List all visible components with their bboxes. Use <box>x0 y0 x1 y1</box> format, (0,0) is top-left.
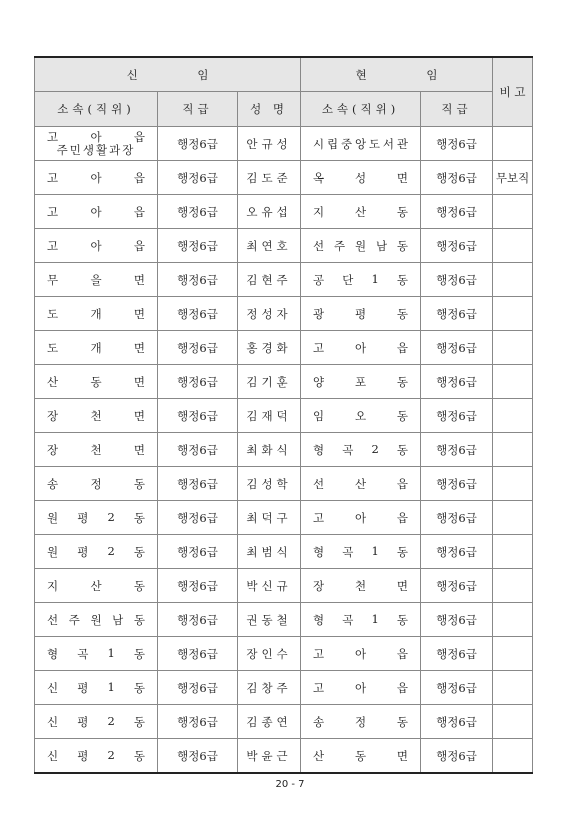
cur-grade-cell: 행정6급 <box>421 297 493 331</box>
cur-dept-cell: 광 평 동 <box>301 297 421 331</box>
new-grade-cell: 행정6급 <box>158 263 238 297</box>
new-grade-cell: 행정6급 <box>158 433 238 467</box>
new-dept-cell: 무 을 면 <box>35 263 158 297</box>
note-cell: 무보직 <box>493 161 533 195</box>
note-cell <box>493 127 533 161</box>
new-grade-cell: 행정6급 <box>158 195 238 229</box>
new-dept-cell: 고 아 읍 <box>35 161 158 195</box>
name-cell: 김기훈 <box>238 365 301 399</box>
header-remark: 비 고 <box>493 57 533 127</box>
note-cell <box>493 637 533 671</box>
table-row <box>35 433 533 467</box>
header-cur-dept: 소속(직위) <box>301 92 421 127</box>
table-row <box>35 603 533 637</box>
cur-dept-cell: 형 곡 2 동 <box>301 433 421 467</box>
cur-dept-cell: 지 산 동 <box>301 195 421 229</box>
header-new-grade: 직급 <box>158 92 238 127</box>
cur-dept-cell: 산 동 면 <box>301 739 421 774</box>
name-cell: 김창주 <box>238 671 301 705</box>
note-cell <box>493 467 533 501</box>
name-cell: 권동철 <box>238 603 301 637</box>
cur-dept-cell: 형 곡 1 동 <box>301 535 421 569</box>
new-dept-cell: 산 동 면 <box>35 365 158 399</box>
name-cell: 최화식 <box>238 433 301 467</box>
header-cur-grade: 직급 <box>421 92 493 127</box>
new-dept-cell: 송 정 동 <box>35 467 158 501</box>
cur-dept-cell: 고 아 읍 <box>301 331 421 365</box>
name-cell: 정성자 <box>238 297 301 331</box>
new-grade-cell: 행정6급 <box>158 603 238 637</box>
cur-grade-cell: 행정6급 <box>421 467 493 501</box>
cur-grade-cell: 행정6급 <box>421 739 493 774</box>
table-row <box>35 739 533 774</box>
new-grade-cell: 행정6급 <box>158 637 238 671</box>
note-cell <box>493 501 533 535</box>
new-dept-cell: 지 산 동 <box>35 569 158 603</box>
cur-grade-cell: 행정6급 <box>421 331 493 365</box>
new-dept-cell: 고 아 읍 <box>35 195 158 229</box>
new-grade-cell: 행정6급 <box>158 569 238 603</box>
cur-grade-cell: 행정6급 <box>421 399 493 433</box>
note-cell <box>493 195 533 229</box>
cur-grade-cell: 행정6급 <box>421 365 493 399</box>
cur-dept-cell: 공 단 1 동 <box>301 263 421 297</box>
new-dept-cell: 도 개 면 <box>35 297 158 331</box>
cur-dept-cell: 시 립 중 앙 도 서 관 <box>301 127 421 161</box>
name-cell: 최범식 <box>238 535 301 569</box>
name-cell: 박윤근 <box>238 739 301 774</box>
new-dept-cell: 선 주 원 남 동 <box>35 603 158 637</box>
note-cell <box>493 263 533 297</box>
note-cell <box>493 671 533 705</box>
new-dept-cell: 신 평 1 동 <box>35 671 158 705</box>
note-cell <box>493 297 533 331</box>
name-cell: 김현주 <box>238 263 301 297</box>
new-dept-cell: 원 평 2 동 <box>35 501 158 535</box>
new-grade-cell: 행정6급 <box>158 161 238 195</box>
new-dept-cell: 신 평 2 동 <box>35 705 158 739</box>
table-body <box>35 127 533 774</box>
name-cell: 김종연 <box>238 705 301 739</box>
cur-grade-cell: 행정6급 <box>421 705 493 739</box>
cur-grade-cell: 행정6급 <box>421 569 493 603</box>
name-cell: 안규성 <box>238 127 301 161</box>
name-cell: 김도준 <box>238 161 301 195</box>
cur-dept-cell: 옥 성 면 <box>301 161 421 195</box>
table-row <box>35 161 533 195</box>
cur-dept-cell: 고 아 읍 <box>301 671 421 705</box>
cur-grade-cell: 행정6급 <box>421 671 493 705</box>
cur-dept-cell: 고 아 읍 <box>301 637 421 671</box>
name-cell: 홍경화 <box>238 331 301 365</box>
cur-grade-cell: 행정6급 <box>421 229 493 263</box>
table-row <box>35 263 533 297</box>
cur-grade-cell: 행정6급 <box>421 263 493 297</box>
new-dept-cell: 원 평 2 동 <box>35 535 158 569</box>
new-grade-cell: 행정6급 <box>158 705 238 739</box>
note-cell <box>493 603 533 637</box>
note-cell <box>493 705 533 739</box>
table-row <box>35 501 533 535</box>
new-grade-cell: 행정6급 <box>158 127 238 161</box>
cur-grade-cell: 행정6급 <box>421 127 493 161</box>
new-grade-cell: 행정6급 <box>158 297 238 331</box>
new-dept-cell: 장 천 면 <box>35 399 158 433</box>
name-cell: 김성학 <box>238 467 301 501</box>
cur-dept-cell: 임 오 동 <box>301 399 421 433</box>
table-row <box>35 399 533 433</box>
table-row <box>35 637 533 671</box>
new-grade-cell: 행정6급 <box>158 501 238 535</box>
note-cell <box>493 569 533 603</box>
cur-grade-cell: 행정6급 <box>421 161 493 195</box>
new-dept-cell: 고 아 읍 주민생활과장 <box>35 127 158 161</box>
new-grade-cell: 행정6급 <box>158 671 238 705</box>
header-current: 현 임 <box>301 57 493 92</box>
cur-grade-cell: 행정6급 <box>421 535 493 569</box>
new-grade-cell: 행정6급 <box>158 365 238 399</box>
header-new: 신 임 <box>35 57 301 92</box>
name-cell: 김재덕 <box>238 399 301 433</box>
name-cell: 최연호 <box>238 229 301 263</box>
header-new-dept: 소속(직위) <box>35 92 158 127</box>
table-row <box>35 671 533 705</box>
cur-dept-cell: 선 산 읍 <box>301 467 421 501</box>
new-dept-cell: 고 아 읍 <box>35 229 158 263</box>
note-cell <box>493 433 533 467</box>
note-cell <box>493 399 533 433</box>
new-grade-cell: 행정6급 <box>158 467 238 501</box>
table-row <box>35 127 533 161</box>
personnel-table <box>34 56 533 774</box>
table-row <box>35 229 533 263</box>
name-cell: 최덕구 <box>238 501 301 535</box>
cur-dept-cell: 장 천 면 <box>301 569 421 603</box>
new-grade-cell: 행정6급 <box>158 399 238 433</box>
new-grade-cell: 행정6급 <box>158 229 238 263</box>
table-row <box>35 569 533 603</box>
cur-grade-cell: 행정6급 <box>421 433 493 467</box>
table-row <box>35 365 533 399</box>
table-row <box>35 467 533 501</box>
name-cell: 박신규 <box>238 569 301 603</box>
name-cell: 장인수 <box>238 637 301 671</box>
cur-dept-cell: 형 곡 1 동 <box>301 603 421 637</box>
new-dept-cell: 도 개 면 <box>35 331 158 365</box>
cur-dept-cell: 송 정 동 <box>301 705 421 739</box>
new-grade-cell: 행정6급 <box>158 535 238 569</box>
cur-grade-cell: 행정6급 <box>421 195 493 229</box>
table-row <box>35 705 533 739</box>
header-name: 성 명 <box>238 92 301 127</box>
new-grade-cell: 행정6급 <box>158 331 238 365</box>
table-row <box>35 297 533 331</box>
name-cell: 오유섭 <box>238 195 301 229</box>
cur-dept-cell: 선 주 원 남 동 <box>301 229 421 263</box>
note-cell <box>493 331 533 365</box>
note-cell <box>493 229 533 263</box>
page-number: 20 - 7 <box>275 779 305 790</box>
table-row <box>35 535 533 569</box>
table-row <box>35 195 533 229</box>
note-cell <box>493 365 533 399</box>
note-cell <box>493 535 533 569</box>
cur-grade-cell: 행정6급 <box>421 501 493 535</box>
new-dept-cell: 장 천 면 <box>35 433 158 467</box>
cur-dept-cell: 고 아 읍 <box>301 501 421 535</box>
new-dept-cell: 형 곡 1 동 <box>35 637 158 671</box>
table-row <box>35 331 533 365</box>
cur-dept-cell: 양 포 동 <box>301 365 421 399</box>
cur-grade-cell: 행정6급 <box>421 603 493 637</box>
note-cell <box>493 739 533 774</box>
new-dept-cell: 신 평 2 동 <box>35 739 158 774</box>
cur-grade-cell: 행정6급 <box>421 637 493 671</box>
new-grade-cell: 행정6급 <box>158 739 238 774</box>
